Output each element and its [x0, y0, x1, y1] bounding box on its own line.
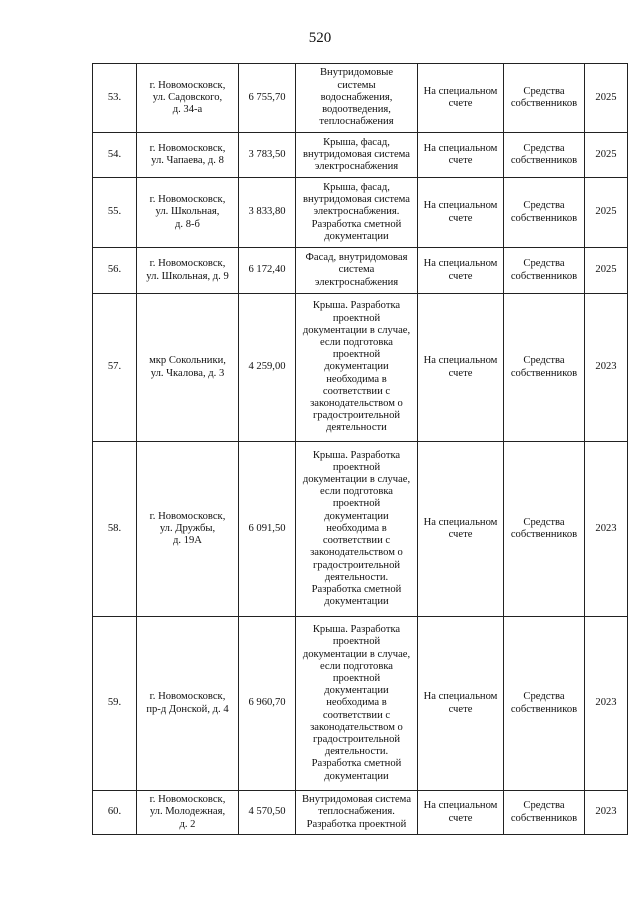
funding-source-cell: Средства собственников	[504, 178, 585, 248]
year-cell: 2025	[585, 178, 628, 248]
table-row	[93, 791, 628, 835]
page-number: 520	[308, 30, 332, 46]
area-cell: 3 833,80	[239, 178, 296, 248]
works-cell: Крыша, фасад, внутридомовая система электроснабжения. Разработка сметной документации	[296, 178, 418, 248]
funding-source-cell: Средства собственников	[504, 248, 585, 294]
year-cell: 2025	[585, 133, 628, 178]
address-cell: г. Новомосковск, ул. Школьная, д. 9	[137, 248, 239, 294]
table-row	[93, 617, 628, 791]
account-cell: На специальном счете	[418, 294, 504, 442]
area-cell: 3 783,50	[239, 133, 296, 178]
year-cell: 2023	[585, 442, 628, 617]
year-cell: 2023	[585, 617, 628, 791]
address-cell: г. Новомосковск, ул. Молодежная, д. 2	[137, 791, 239, 835]
works-cell: Внутридомовые системы водоснабжения, водоотведения, теплоснабжения	[296, 64, 418, 133]
row-number: 55.	[93, 178, 137, 248]
funding-source-cell: Средства собственников	[504, 133, 585, 178]
table-row	[93, 248, 628, 294]
account-cell: На специальном счете	[418, 791, 504, 835]
row-number: 54.	[93, 133, 137, 178]
area-cell: 6 960,70	[239, 617, 296, 791]
area-cell: 6 755,70	[239, 64, 296, 133]
address-cell: г. Новомосковск, ул. Дружбы, д. 19А	[137, 442, 239, 617]
funding-source-cell: Средства собственников	[504, 617, 585, 791]
table-row	[93, 133, 628, 178]
works-cell: Внутридомовая система теплоснабжения. Разработка проектной	[296, 791, 418, 835]
row-number: 60.	[93, 791, 137, 835]
year-cell: 2025	[585, 248, 628, 294]
works-cell: Крыша. Разработка проектной документации в случае, если подготовка проектной документации необходима в соответствии с законодательством о градостроительной деятельности. Разработка сметной документации	[296, 442, 418, 617]
repair-schedule-table	[92, 63, 628, 835]
row-number: 56.	[93, 248, 137, 294]
year-cell: 2023	[585, 791, 628, 835]
address-cell: мкр Сокольники, ул. Чкалова, д. 3	[137, 294, 239, 442]
account-cell: На специальном счете	[418, 178, 504, 248]
table-row	[93, 64, 628, 133]
area-cell: 4 570,50	[239, 791, 296, 835]
account-cell: На специальном счете	[418, 133, 504, 178]
works-cell: Крыша, фасад, внутридомовая система электроснабжения	[296, 133, 418, 178]
funding-source-cell: Средства собственников	[504, 442, 585, 617]
account-cell: На специальном счете	[418, 64, 504, 133]
account-cell: На специальном счете	[418, 248, 504, 294]
address-cell: г. Новомосковск, ул. Чапаева, д. 8	[137, 133, 239, 178]
address-cell: г. Новомосковск, ул. Садовского, д. 34-а	[137, 64, 239, 133]
row-number: 58.	[93, 442, 137, 617]
row-number: 57.	[93, 294, 137, 442]
table-row	[93, 178, 628, 248]
address-cell: г. Новомосковск, ул. Школьная, д. 8-б	[137, 178, 239, 248]
row-number: 53.	[93, 64, 137, 133]
works-cell: Фасад, внутридомовая система электроснабжения	[296, 248, 418, 294]
row-number: 59.	[93, 617, 137, 791]
year-cell: 2023	[585, 294, 628, 442]
year-cell: 2025	[585, 64, 628, 133]
area-cell: 6 172,40	[239, 248, 296, 294]
table-row	[93, 294, 628, 442]
works-cell: Крыша. Разработка проектной документации в случае, если подготовка проектной документации необходима в соответствии с законодательством о градостроительной деятельности	[296, 294, 418, 442]
area-cell: 4 259,00	[239, 294, 296, 442]
area-cell: 6 091,50	[239, 442, 296, 617]
funding-source-cell: Средства собственников	[504, 294, 585, 442]
funding-source-cell: Средства собственников	[504, 791, 585, 835]
address-cell: г. Новомосковск, пр-д Донской, д. 4	[137, 617, 239, 791]
works-cell: Крыша. Разработка проектной документации в случае, если подготовка проектной документации необходима в соответствии с законодательством о градостроительной деятельности. Разработка сметной документации	[296, 617, 418, 791]
table-row	[93, 442, 628, 617]
account-cell: На специальном счете	[418, 617, 504, 791]
funding-source-cell: Средства собственников	[504, 64, 585, 133]
account-cell: На специальном счете	[418, 442, 504, 617]
